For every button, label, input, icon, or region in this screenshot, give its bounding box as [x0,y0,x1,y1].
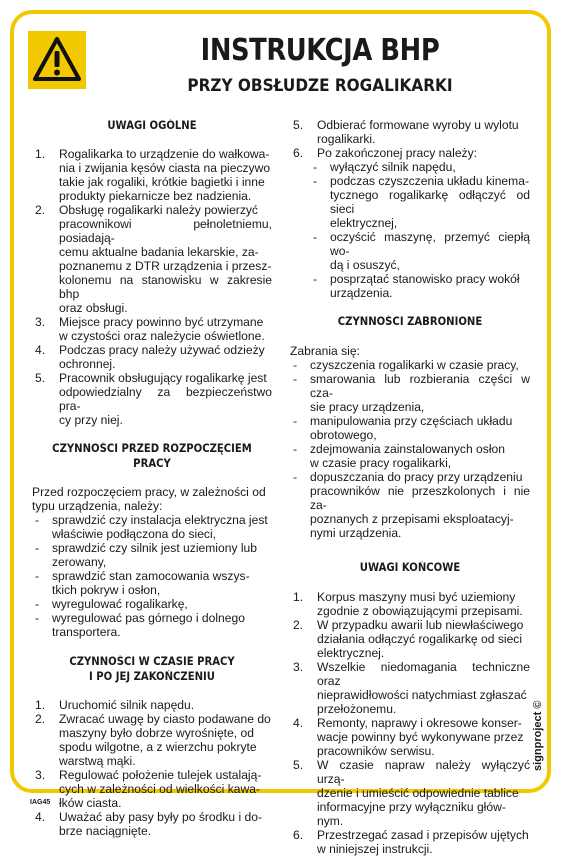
text-line: typu urządzenia, należy: [32,499,163,513]
section-heading-forbidden: CZYNNOŚCI ZABRONIONE [337,315,483,328]
list-item [32,541,272,569]
list-item [290,660,530,716]
text-line: wyregulować rogalikarkę, [52,597,188,611]
item-number: 1. [35,698,46,712]
text-line: łków ciasta. [59,796,122,810]
item-number: 1. [35,147,46,161]
text-line: cy przy niej. [59,413,123,427]
item-number: 3. [35,768,46,782]
text-line: tycznego rogalikarkę odłączyć od sieci [330,188,530,216]
text-line: Przestrzegać zasad i przepisów ujętych [317,828,529,842]
text-line: Zwracać uwagę by ciasto podawane do [59,712,271,726]
text-line: sprawdzić czy silnik jest uziemiony lub [52,541,257,555]
item-number: 3. [35,315,46,329]
dash-bullet: - [313,160,318,174]
text-line: sie pracy urządzenia, [310,400,425,414]
text-line: informacyjne przy wyłączniku głów- [317,800,506,814]
text-line: maszyny było dobrze wyrośnięte, od [59,726,254,740]
text-line: Miejsce pracy powinno być utrzymane [59,315,264,329]
text-line: wyregulować pas górnego i dolnego [52,611,245,625]
list-item [290,358,530,372]
list-item [290,414,530,442]
text-line: zgodnie z obowiązującymi przepisami. [317,604,523,618]
item-number: 1. [293,590,304,604]
text-line: spodu wilgotne, a z wierzchu pokryte [59,740,257,754]
text-line: oczyścić maszynę, przemyć ciepłą wo- [330,230,530,258]
text-line: odpowiedzialny za bezpieczeństwo pra- [59,385,272,413]
text-line: dzenie i umieścić odpowiednie tablice [317,786,519,800]
text-line: Odbierać formowane wyroby u wylotu [317,118,519,132]
before-list [32,513,272,639]
list-item [290,758,530,828]
text-line: zerowany, [52,555,107,569]
left-column [32,118,272,838]
text-line: w niniejszej instrukcji. [317,842,433,856]
warning-sign [28,31,86,89]
text-line: posprzątać stanowisko pracy wokół [330,272,520,286]
text-line: właściwie podłączona do sieci, [52,527,217,541]
text-line: pracownikowi pełnoletniemu, posiadają- [59,217,272,245]
text-line: smarowania lub rozbierania części w cza- [310,372,530,400]
text-line: elektrycznej, [330,216,398,230]
list-item [32,371,272,427]
text-line: rogalikarki. [317,132,376,146]
text-line: produkty piekarnicze bez nadzienia. [59,189,252,203]
section-heading-general: UWAGI OGÓLNE [107,119,197,132]
text-line: W przypadku awarii lub niewłaściwego [317,618,524,632]
text-line: Podczas pracy należy używać odzieży [59,343,265,357]
list-item [290,160,530,174]
text-line: warstwą mąki. [59,754,136,768]
text-line: Regulować położenie tulejek ustalają- [59,768,262,782]
text-line: dą i osuszyć, [330,258,400,272]
dash-bullet: - [35,541,40,555]
text-line: nym. [317,814,344,828]
page-title: INSTRUKCJA BHP [200,33,440,68]
dash-bullet: - [293,414,298,428]
list-item [290,716,530,758]
text-line: wyłączyć silnik napędu, [330,160,456,174]
text-line: ochronnej. [59,357,116,371]
list-item [32,315,272,343]
list-item [32,768,272,810]
text-line: w czystości oraz należycie oświetlone. [59,329,265,343]
right-column [290,118,530,856]
text-line: brze naciągnięte. [59,824,152,838]
text-line: podczas czyszczenia układu kinema- [330,174,529,188]
text-line: nia i zwijania kęsów ciasta na pieczywo [59,161,271,175]
text-line: Obsługę rogalikarki należy powierzyć [59,203,258,217]
list-item [290,118,530,146]
list-item [290,174,530,230]
item-number: 3. [293,660,304,674]
section-heading-during-line2: I PO JEJ ZAKOŃCZENIU [89,670,215,683]
text-line: poznanemu z DTR urządzenia i przesz- [59,259,272,273]
page-subtitle: PRZY OBSŁUDZE ROGALIKARKI [187,76,453,96]
list-item [32,343,272,371]
item-number: 5. [293,758,304,772]
during-list-continued [290,118,530,300]
list-item [290,590,530,618]
text-line: Uruchomić silnik napędu. [59,698,195,712]
text-line: cemu aktualne badania lekarskie, za- [59,245,259,259]
text-line: cych w zależności od wielkości kawa- [59,782,260,796]
text-line: Pracownik obsługujący rogalikarkę jest [59,371,267,385]
dash-bullet: - [313,272,318,286]
text-line: urządzenia. [330,286,393,300]
list-item [290,618,530,660]
list-item [290,470,530,540]
list-item [32,513,272,541]
dash-bullet: - [293,470,298,484]
final-list [290,590,530,856]
dash-bullet: - [35,569,40,583]
text-line: poznanych z przepisami eksploatacyj- [310,512,514,526]
text-line: manipulowania przy częściach układu [310,414,513,428]
product-code: IAG45 [30,799,51,806]
text-line: Po zakończonej pracy należy: [317,146,477,160]
brand-mark: signproject © [532,700,544,771]
text-line: Remonty, naprawy i okresowe konser- [317,716,522,730]
section-heading-final: UWAGI KOŃCOWE [359,561,461,574]
text-line: Przed rozpoczęciem pracy, w zależności od [32,485,266,499]
item-number: 4. [293,716,304,730]
list-item [290,146,530,160]
list-item [32,712,272,768]
list-item [32,569,272,597]
list-item [32,611,272,639]
text-line: Rogalikarka to urządzenie do wałkowa- [59,147,270,161]
list-item [290,442,530,470]
item-number: 2. [35,712,46,726]
list-item [290,372,530,414]
list-item [32,698,272,712]
dash-bullet: - [313,174,318,188]
list-item [32,597,272,611]
text-line: nieprawidłowości natychmiast zgłaszać [317,688,527,702]
text-line: pracowników serwisu. [317,744,435,758]
section-heading-before: CZYNNOŚCI PRZED ROZPOCZĘCIEM PRACY [52,442,252,470]
text-line: działania odłączyć rogalikarkę od sieci [317,632,523,646]
text-line: tkich pokryw i osłon, [52,583,161,597]
dash-bullet: - [313,230,318,244]
dash-bullet: - [293,372,298,386]
text-line: oraz obsługi. [59,301,128,315]
text-line: takie jak rogaliki, krótkie bagietki i inne [59,175,265,189]
warning-triangle-icon [32,35,82,85]
item-number: 5. [35,371,46,385]
list-item [290,828,530,856]
text-line: przełożonemu. [317,702,397,716]
sub-list [290,160,530,300]
item-number: 2. [293,618,304,632]
forbidden-list [290,358,530,540]
list-item [32,203,272,315]
dash-bullet: - [35,611,40,625]
text-line: sprawdzić stan zamocowania wszys- [52,569,250,583]
text-line: W czasie napraw należy wyłączyć urzą- [317,758,530,786]
before-intro [32,485,272,513]
list-item [32,147,272,203]
text-line: Uważać aby pasy były po środku i do- [59,810,263,824]
text-line: transportera. [52,625,121,639]
text-line: zdejmowania zainstalowanych osłon [310,442,505,456]
text-line: elektrycznej. [317,646,385,660]
item-number: 6. [293,828,304,842]
text-line: pracowników nie przeszkolonych i nie za- [310,484,530,512]
during-list [32,698,272,838]
text-line: dopuszczania do pracy przy urządzeniu [310,470,523,484]
section-heading-during-line1: CZYNNOŚCI W CZASIE PRACY [69,655,235,668]
text-line: czyszczenia rogalikarki w czasie pracy, [310,358,519,372]
forbidden-intro: Zabrania się: [290,344,360,358]
item-number: 5. [293,118,304,132]
text-line: Wszelkie niedomagania techniczne oraz [317,660,530,688]
item-number: 6. [293,146,304,160]
list-item [32,810,272,838]
item-number: 2. [35,203,46,217]
text-line: obrotowego, [310,428,377,442]
dash-bullet: - [35,513,40,527]
text-line: kolonemu na stanowisku w zakresie bhp [59,273,272,301]
dash-bullet: - [293,358,298,372]
dash-bullet: - [293,442,298,456]
text-line: Korpus maszyny musi być uziemiony [317,590,516,604]
dash-bullet: - [35,597,40,611]
general-list [32,147,272,427]
list-item [290,230,530,272]
text-line: wacje powinny być wykonywane przez [317,730,524,744]
text-line: nymi urządzenia. [310,526,402,540]
text-line: w czasie pracy rogalikarki, [310,456,452,470]
list-item [290,272,530,300]
item-number: 4. [35,343,46,357]
item-number: 4. [35,810,46,824]
text-line: sprawdzić czy instalacja elektryczna jest [52,513,268,527]
